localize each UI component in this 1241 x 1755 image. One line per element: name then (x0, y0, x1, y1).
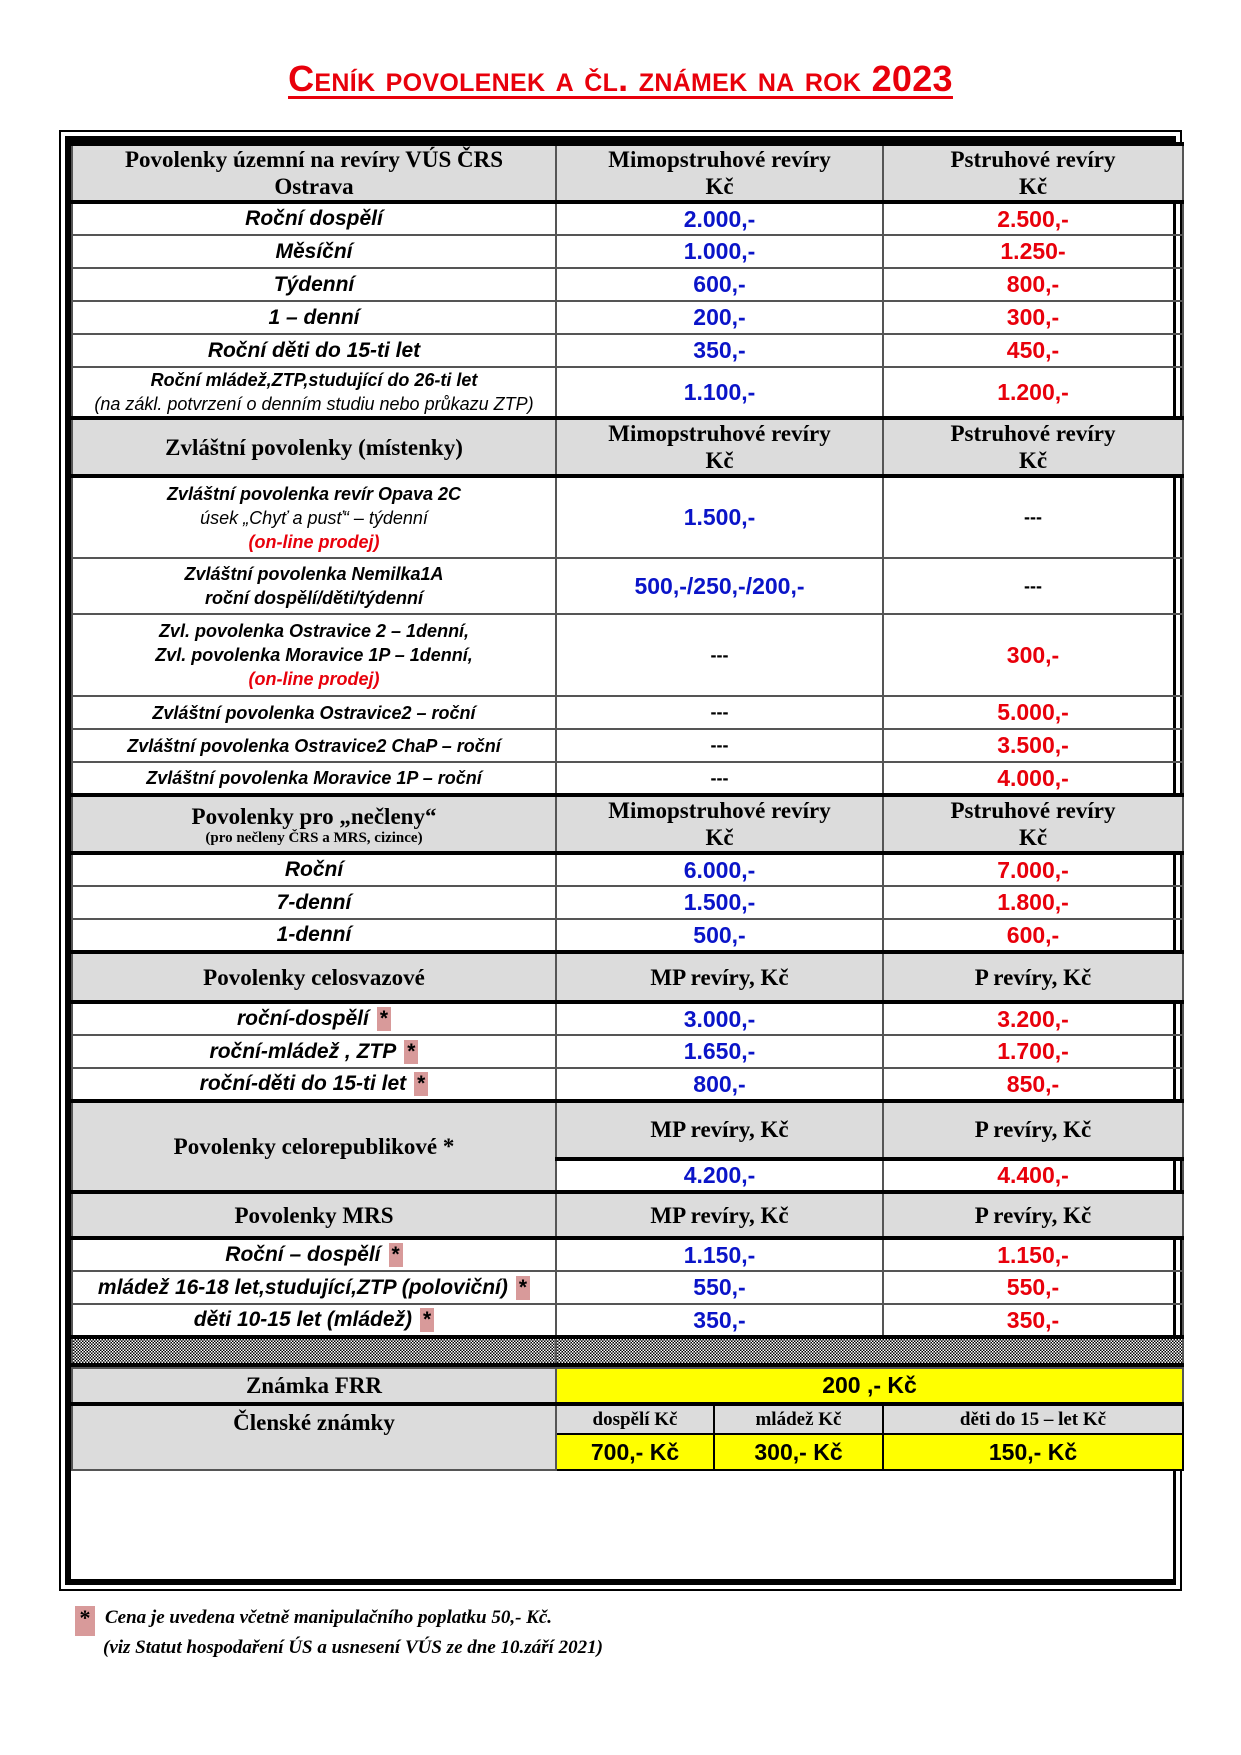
price-mp: 1.100,- (556, 367, 883, 418)
price-mp: 4.200,- (556, 1159, 883, 1192)
header-col-mp: Mimopstruhové revíry Kč (556, 795, 883, 853)
row-note: (na zákl. potvrzení o denním studiu nebo průkazu ZTP) (94, 394, 534, 414)
row-label: Zvláštní povolenka Nemilka1A roční dospělí/děti/týdenní (72, 558, 556, 614)
header-col-p: P revíry, Kč (883, 1101, 1183, 1159)
row-label: Měsíční (72, 235, 556, 268)
price-table (71, 142, 1184, 1367)
row-label: 1 – denní (72, 301, 556, 334)
price-mp: 1.650,- (556, 1035, 883, 1068)
price-p: 600,- (883, 919, 1183, 952)
price-mp: 1.150,- (556, 1238, 883, 1271)
row-label: Zvl. povolenka Ostravice 2 – 1denní, Zvl. povolenka Moravice 1P – 1denní, (on-line prodej) (72, 614, 556, 696)
price-p: --- (883, 558, 1183, 614)
section-header-necleny (72, 795, 1183, 853)
row-label: Zvláštní povolenka Moravice 1P – roční (72, 762, 556, 795)
price-mp: --- (556, 614, 883, 696)
table-row (72, 1002, 1183, 1035)
price-p: 1.150,- (883, 1238, 1183, 1271)
header-col-p: P revíry, Kč (883, 952, 1183, 1002)
row-label: roční-děti do 15-ti let * (72, 1068, 556, 1101)
asterisk-marker: * (516, 1276, 530, 1300)
clenske-col-label: mládež Kč (714, 1404, 883, 1434)
table-row (72, 919, 1183, 952)
price-mp: --- (556, 696, 883, 729)
section-header-celosvazove (72, 952, 1183, 1002)
price-p: 4.400,- (883, 1159, 1183, 1192)
price-p: 550,- (883, 1271, 1183, 1304)
row-label: Zvláštní povolenka Ostravice2 – roční (72, 696, 556, 729)
table-row (72, 202, 1183, 235)
row-label: roční-dospělí * (72, 1002, 556, 1035)
hatch-cell (72, 1337, 556, 1365)
header-col-p: Pstruhové revíry Kč (883, 795, 1183, 853)
title-year: 2023 (871, 58, 953, 99)
table-row (72, 1068, 1183, 1101)
table-row (72, 762, 1183, 795)
celorepublikove-title: Povolenky celorepublikové * (72, 1101, 556, 1192)
row-label: 1-denní (72, 919, 556, 952)
header-col-mp: Mimopstruhové revíry Kč (556, 418, 883, 476)
footnote-line1: Cena je uvedena včetně manipulačního poplatku 50,- Kč. (105, 1607, 553, 1628)
header-col-mp: MP revíry, Kč (556, 1101, 883, 1159)
price-p: --- (883, 476, 1183, 558)
section-header-zvlastni (72, 418, 1183, 476)
row-label: děti 10-15 let (mládež) * (72, 1304, 556, 1337)
row-label: Roční dospělí (72, 202, 556, 235)
price-p: 3.500,- (883, 729, 1183, 762)
price-p: 300,- (883, 614, 1183, 696)
price-mp: 1.500,- (556, 886, 883, 919)
asterisk-marker: * (389, 1243, 403, 1267)
asterisk-marker: * (420, 1308, 434, 1332)
price-p: 800,- (883, 268, 1183, 301)
price-table-frame (59, 130, 1182, 1591)
price-p: 1.200,- (883, 367, 1183, 418)
table-row (72, 476, 1183, 558)
header-col-p: Pstruhové revíry Kč (883, 418, 1183, 476)
row-label: Zvláštní povolenka revír Opava 2C úsek „Chyť a pusť“ – týdenní (on-line prodej) (72, 476, 556, 558)
price-mp: --- (556, 762, 883, 795)
table-row (72, 614, 1183, 696)
section-header-celorepublikove (72, 1101, 1183, 1159)
section-header-mrs (72, 1192, 1183, 1238)
frr-price: 200 ,- Kč (556, 1368, 1183, 1404)
header-col-p: P revíry, Kč (883, 1192, 1183, 1238)
price-p: 3.200,- (883, 1002, 1183, 1035)
table-row (72, 1238, 1183, 1271)
clenske-price: 300,- Kč (714, 1434, 883, 1470)
price-mp: 500,-/250,-/200,- (556, 558, 883, 614)
table-row (72, 1304, 1183, 1337)
price-mp: 350,- (556, 334, 883, 367)
price-mp: 1.000,- (556, 235, 883, 268)
footnote (75, 1606, 603, 1660)
table-row (72, 367, 1183, 418)
clenske-col-label: děti do 15 – let Kč (883, 1404, 1183, 1434)
price-mp: 550,- (556, 1271, 883, 1304)
frr-label: Známka FRR (72, 1368, 556, 1404)
price-p: 850,- (883, 1068, 1183, 1101)
row-label: Roční děti do 15-ti let (72, 334, 556, 367)
row-label: Zvláštní povolenka Ostravice2 ChaP – roční (72, 729, 556, 762)
header-col-mp: MP revíry, Kč (556, 952, 883, 1002)
table-row (72, 696, 1183, 729)
hatched-separator (72, 1337, 1183, 1365)
header-mrs-title: Povolenky MRS (72, 1192, 556, 1238)
frr-row (72, 1368, 1183, 1404)
header-col-mp: Mimopstruhové revíry Kč (556, 144, 883, 202)
price-mp: 2.000,- (556, 202, 883, 235)
table-row (72, 268, 1183, 301)
price-p: 2.500,- (883, 202, 1183, 235)
title-text: Ceník povolenek a čl. známek na rok (288, 58, 872, 99)
online-note: (on-line prodej) (248, 531, 380, 552)
header-necleny-subtitle: (pro nečleny ČRS a MRS, cizince) (205, 829, 423, 846)
table-row (72, 301, 1183, 334)
table-row (72, 853, 1183, 886)
price-p: 7.000,- (883, 853, 1183, 886)
table-row (72, 1035, 1183, 1068)
price-p: 450,- (883, 334, 1183, 367)
clenske-price: 150,- Kč (883, 1434, 1183, 1470)
row-label: Roční – dospělí * (72, 1238, 556, 1271)
clenske-header-row (72, 1404, 1183, 1434)
hatch-cell (556, 1337, 1183, 1365)
footnote-asterisk: * (75, 1606, 95, 1636)
header-zvlastni-title: Zvláštní povolenky (místenky) (72, 418, 556, 476)
header-necleny-title: Povolenky pro „nečleny“ (pro nečleny ČRS a MRS, cizince) (72, 795, 556, 853)
asterisk-marker: * (414, 1072, 428, 1096)
clenske-col-label: dospělí Kč (556, 1404, 714, 1434)
table-row (72, 886, 1183, 919)
clenske-label: Členské známky (72, 1404, 556, 1470)
price-p: 300,- (883, 301, 1183, 334)
table-row (72, 558, 1183, 614)
header-celosvazove-title: Povolenky celosvazové (72, 952, 556, 1002)
table-row (72, 1271, 1183, 1304)
price-mp: 600,- (556, 268, 883, 301)
header-uzemni-title: Povolenky územní na revíry VÚS ČRS Ostrava (72, 144, 556, 202)
price-mp: 1.500,- (556, 476, 883, 558)
price-p: 5.000,- (883, 696, 1183, 729)
footnote-line2: (viz Statut hospodaření ÚS a usnesení VÚS ze dne 10.září 2021) (103, 1637, 603, 1658)
page-title (0, 58, 1241, 100)
asterisk-marker: * (377, 1007, 391, 1031)
price-p: 4.000,- (883, 762, 1183, 795)
row-label: roční-mládež , ZTP * (72, 1035, 556, 1068)
price-mp: --- (556, 729, 883, 762)
price-p: 1.250- (883, 235, 1183, 268)
price-p: 350,- (883, 1304, 1183, 1337)
stamps-table (71, 1367, 1184, 1471)
price-mp: 200,- (556, 301, 883, 334)
online-note: (on-line prodej) (248, 669, 380, 689)
table-row (72, 235, 1183, 268)
section-header-uzemni (72, 144, 1183, 202)
row-label: Roční mládež,ZTP,studující do 26-ti let (na zákl. potvrzení o denním studiu nebo průkazu ZTP) (72, 367, 556, 418)
header-col-p: Pstruhové revíry Kč (883, 144, 1183, 202)
price-mp: 350,- (556, 1304, 883, 1337)
table-row (72, 729, 1183, 762)
row-label: Roční (72, 853, 556, 886)
row-label: 7-denní (72, 886, 556, 919)
table-row (72, 334, 1183, 367)
price-mp: 6.000,- (556, 853, 883, 886)
price-p: 1.800,- (883, 886, 1183, 919)
price-mp: 800,- (556, 1068, 883, 1101)
price-mp: 500,- (556, 919, 883, 952)
asterisk-marker: * (404, 1040, 418, 1064)
header-col-mp: MP revíry, Kč (556, 1192, 883, 1238)
row-label: Týdenní (72, 268, 556, 301)
price-mp: 3.000,- (556, 1002, 883, 1035)
price-p: 1.700,- (883, 1035, 1183, 1068)
row-label: mládež 16-18 let,studující,ZTP (poloviční) * (72, 1271, 556, 1304)
clenske-price: 700,- Kč (556, 1434, 714, 1470)
